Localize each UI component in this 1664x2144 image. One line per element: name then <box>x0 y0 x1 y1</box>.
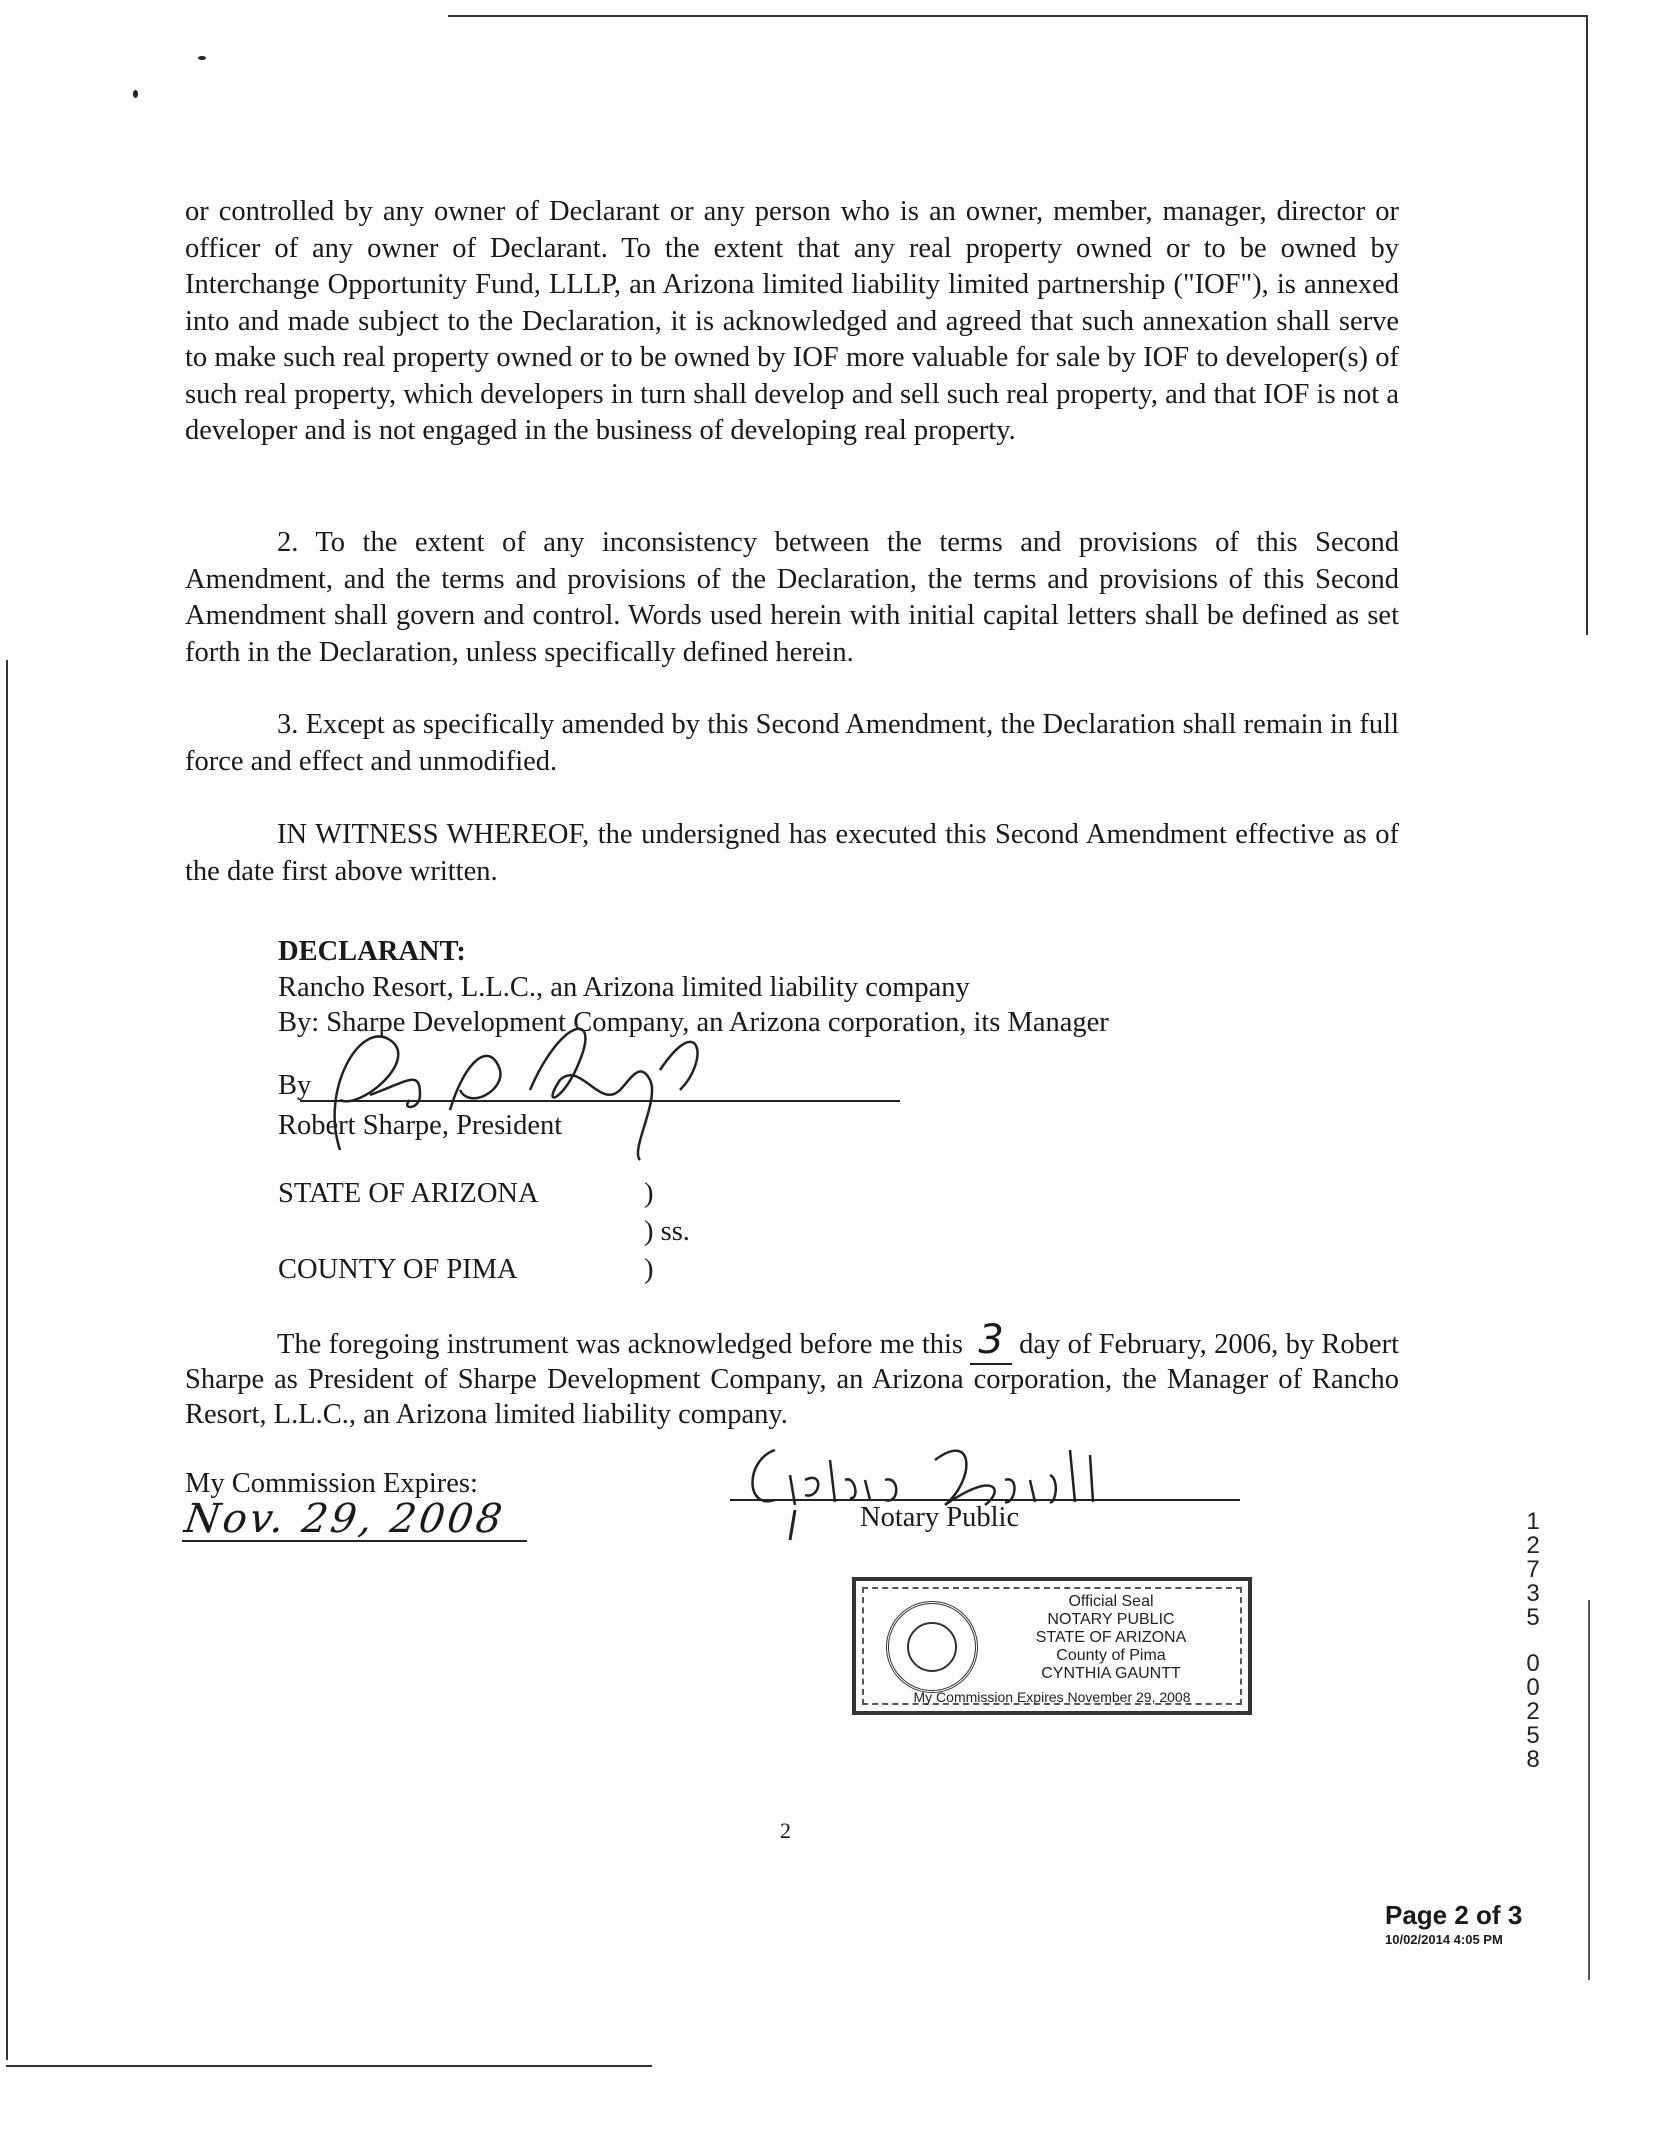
scan-border-top <box>448 15 1588 17</box>
seal-name: CYNTHIA GAUNTT <box>1041 1665 1181 1682</box>
venue-paren-close: ) <box>644 1254 654 1285</box>
continuation-paragraph: or controlled by any owner of Declarant or any person who is an owner, member, manager, director or officer of any owner of Declarant. To the extent that any real property owned or to be owned by Interchange Opportunity Fund, LLLP, an Arizona limited liability limited partnership ("IOF"), is annexed into and made subject to the Declaration, it is acknowledged and agreed that such annexation shall serve to make such real property owned or to be owned by IOF more valuable for sale by IOF to developer(s) of such real property, which developers in turn shall develop and sell such real property, and that IOF is not a developer and is not engaged in the business of developing real property. <box>185 196 1399 446</box>
notary-seal <box>852 1577 1252 1715</box>
recording-digit: 3 <box>1526 1580 1540 1607</box>
venue-paren-open: ) <box>644 1178 654 1209</box>
page-number: 2 <box>780 1818 791 1843</box>
witness-paragraph: IN WITNESS WHEREOF, the undersigned has executed this Second Amendment effective as of the date first above written. <box>185 819 1399 887</box>
scan-border-left <box>6 660 8 2060</box>
section-2-paragraph: 2. To the extent of any inconsistency between the terms and provisions of this Second Amendment, and the terms and provisions of the Declaration, the terms and provisions of this Second Amendment shall govern and control. Words used herein with initial capital letters shall be defined as set forth in the Declaration, unless specifically defined herein. <box>185 527 1399 668</box>
seal-notary-public: NOTARY PUBLIC <box>1047 1611 1175 1628</box>
ack-day-handwritten: 3 <box>970 1317 1011 1365</box>
notary-public-label: Notary Public <box>860 1502 1020 1533</box>
venue-county: COUNTY OF PIMA <box>278 1254 518 1285</box>
ack-before-day: The foregoing instrument was acknowledged before me this <box>277 1329 963 1360</box>
page-count: Page 2 of 3 <box>1385 1900 1523 1930</box>
declarant-company: Rancho Resort, L.L.C., an Arizona limited liability company <box>278 972 970 1003</box>
ack-after-day: day of February, 2006, by Robert Sharpe as President of Sharpe Development Company, an Arizona corporation, the Manager of Rancho Resort, L.L.C., an Arizona limited liability company. <box>185 1329 1399 1430</box>
declarant-heading: DECLARANT: <box>278 936 466 967</box>
recording-digit: 7 <box>1526 1556 1540 1583</box>
by-label: By <box>278 1070 312 1101</box>
declarant-manager-line: By: Sharpe Development Company, an Arizona corporation, its Manager <box>278 1007 1109 1038</box>
section-3-paragraph: 3. Except as specifically amended by this Second Amendment, the Declaration shall remain in full force and effect and unmodified. <box>185 709 1399 777</box>
venue-ss: ) ss. <box>644 1216 690 1247</box>
recording-number <box>1518 1510 1548 1772</box>
printed-timestamp: 10/02/2014 4:05 PM <box>1385 1932 1503 1947</box>
seal-official: Official Seal <box>1068 1593 1154 1610</box>
notary-signature-line <box>730 1499 1240 1501</box>
recording-digit: 5 <box>1526 1722 1540 1749</box>
recording-digit: 5 <box>1526 1604 1540 1631</box>
recording-digit: 2 <box>1526 1698 1540 1725</box>
commission-expires-label: My Commission Expires: <box>185 1468 478 1499</box>
recording-digit: 2 <box>1526 1532 1540 1559</box>
scan-speck <box>198 56 206 60</box>
recording-digit: 0 <box>1526 1650 1540 1677</box>
scan-border-right <box>1586 15 1588 635</box>
seal-county: County of Pima <box>1056 1647 1166 1664</box>
commission-expires-date: Nov. 29, 2008 <box>181 1496 508 1542</box>
seal-text <box>986 1593 1236 1683</box>
seal-commission: My Commission Expires November 29, 2008 <box>913 1689 1191 1705</box>
signer-name: Robert Sharpe, President <box>278 1110 563 1141</box>
state-seal-emblem-center <box>907 1622 957 1672</box>
declarant-signature <box>300 1000 720 1170</box>
scan-speck <box>133 90 138 98</box>
state-seal-emblem-icon <box>886 1601 978 1693</box>
scan-border-bottom <box>6 2065 652 2067</box>
recording-gap <box>1518 1630 1548 1652</box>
seal-state: STATE OF ARIZONA <box>1035 1629 1187 1646</box>
commission-date-underline <box>182 1540 527 1542</box>
acknowledgment-paragraph <box>185 1317 1399 1432</box>
scan-border-right-lower <box>1588 1600 1590 1980</box>
recording-digit: 8 <box>1526 1746 1540 1773</box>
venue-state: STATE OF ARIZONA <box>278 1178 539 1209</box>
recording-digit: 0 <box>1526 1674 1540 1701</box>
recording-digit: 1 <box>1526 1508 1540 1535</box>
